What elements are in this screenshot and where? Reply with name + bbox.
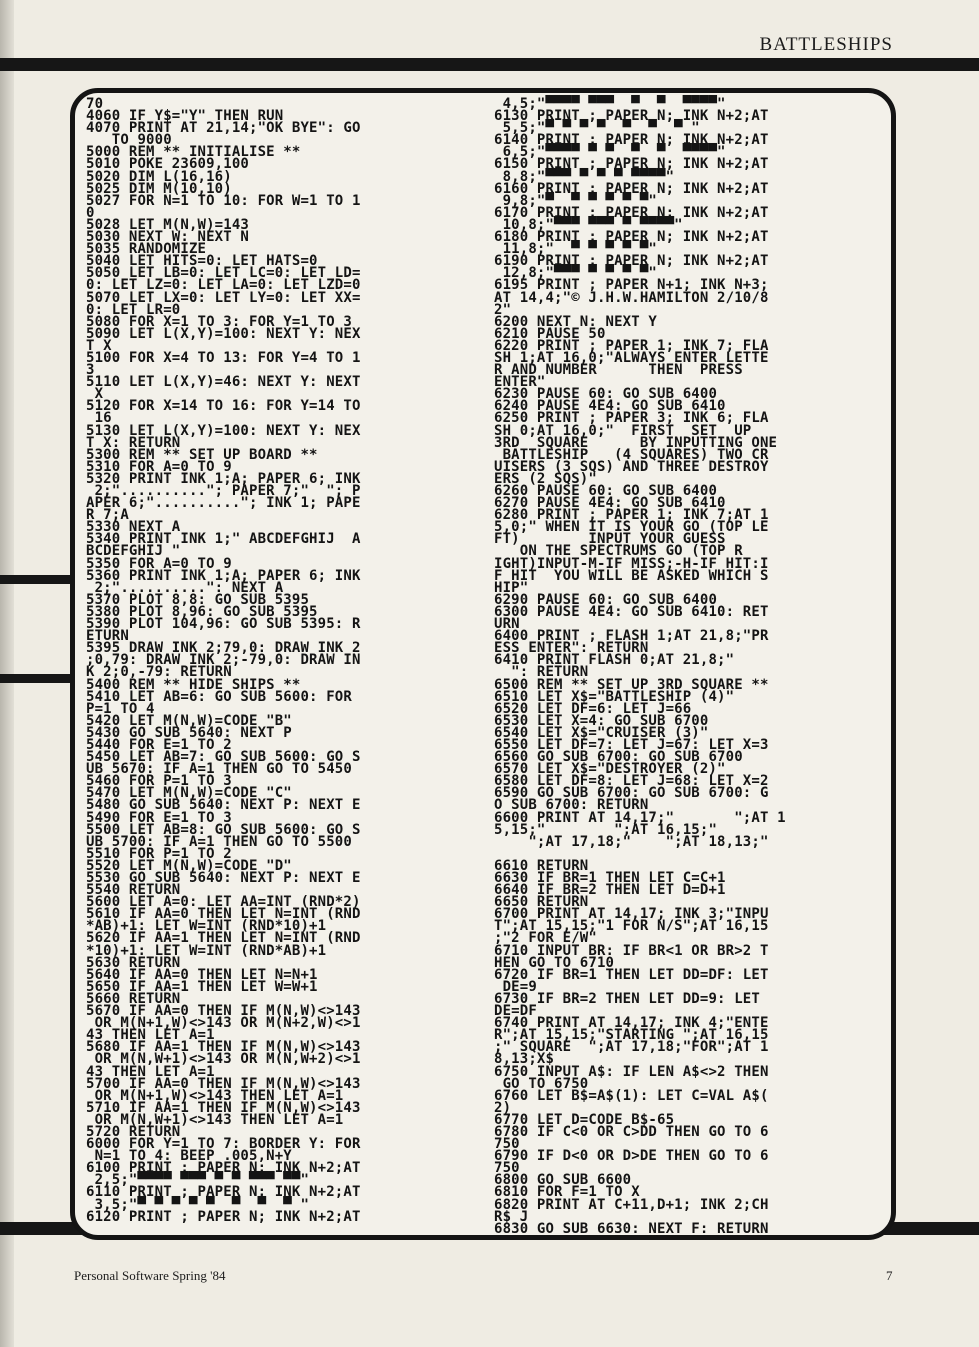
code-line: T";AT 15,15;"1 FOR N/S";AT 16,15 bbox=[494, 918, 769, 935]
code-line: 2) bbox=[494, 1099, 512, 1116]
code-line: 4060 IF Y$="Y" THEN RUN bbox=[86, 108, 284, 125]
code-line: 5080 FOR X=1 TO 3: FOR Y=1 TO 3 bbox=[86, 313, 352, 330]
code-line: BATTLESHIP (4 SQUARES) TWO CR bbox=[494, 446, 769, 463]
code-line: GO TO 6750 bbox=[494, 1075, 589, 1092]
code-line: 6150 PRINT ; PAPER N; INK N+2;AT bbox=[494, 156, 769, 173]
code-line: 5010 POKE 23609,100 bbox=[86, 156, 249, 173]
code-line: OR M(N+1,W)<>143 THEN LET A=1 bbox=[86, 1087, 344, 1104]
code-line: 5420 LET M(N,W)=CODE "B" bbox=[86, 712, 292, 729]
code-line: 6200 NEXT N: NEXT Y bbox=[494, 313, 657, 330]
code-line: 6130 PRINT ; PAPER N; INK N+2;AT bbox=[494, 108, 769, 125]
code-line: 6780 IF C<0 OR C>DD THEN GO TO 6 bbox=[494, 1123, 769, 1140]
code-line: 5660 RETURN bbox=[86, 990, 181, 1007]
code-line: 0 bbox=[86, 204, 95, 221]
code-line: 6610 RETURN bbox=[494, 857, 589, 874]
code-line: 43 THEN LET A=1 bbox=[86, 1027, 215, 1044]
code-line: X bbox=[86, 386, 104, 403]
left-tab-rule-top bbox=[0, 575, 70, 584]
left-tab-rule-bottom bbox=[0, 674, 70, 683]
code-line: 6240 PAUSE 4E4: GO SUB 6410 bbox=[494, 398, 726, 415]
code-line: 5720 RETURN bbox=[86, 1123, 181, 1140]
code-line: 5670 IF AA=0 THEN IF M(N,W)<>143 bbox=[86, 1003, 361, 1020]
code-line: T X bbox=[86, 337, 112, 354]
code-line: ESS ENTER": RETURN bbox=[494, 640, 649, 657]
code-line: AT 14,4;"© J.H.W.HAMILTON 2/10/8 bbox=[494, 289, 769, 306]
code-line: 0: LET LR=0 bbox=[86, 301, 181, 318]
code-line: 6710 INPUT BR: IF BR<1 OR BR>2 T bbox=[494, 942, 769, 959]
code-line: 6580 LET DF=8: LET J=68: LET X=2 bbox=[494, 773, 769, 790]
code-line: 5700 IF AA=0 THEN IF M(N,W)<>143 bbox=[86, 1075, 361, 1092]
code-line: 6790 IF D<0 OR D>DE THEN GO TO 6 bbox=[494, 1148, 769, 1165]
code-line: 5340 PRINT INK 1;" ABCDEFGHIJ A bbox=[86, 531, 361, 548]
code-line: K 2;0,-79: RETURN bbox=[86, 664, 232, 681]
code-line: 5330 NEXT A bbox=[86, 519, 181, 536]
code-line: 6120 PRINT ; PAPER N; INK N+2;AT bbox=[86, 1208, 361, 1225]
code-line: 0: LET LZ=0: LET LA=0: LET LZD=0 bbox=[86, 277, 361, 294]
code-line: 5680 IF AA=1 THEN IF M(N,W)<>143 bbox=[86, 1039, 361, 1056]
code-line: 5130 LET L(X,Y)=100: NEXT Y: NEX bbox=[86, 422, 361, 439]
code-line: 5490 FOR E=1 TO 3 bbox=[86, 809, 232, 826]
code-line: R 7;A bbox=[86, 507, 129, 524]
code-line: 5500 LET AB=8: GO SUB 5600: GO S bbox=[86, 821, 361, 838]
code-line: 9,8;"▀ ▀ ▀ ▀ ▀ ▀" bbox=[494, 192, 657, 209]
code-line: OR M(N+1,W)<>143 OR M(N+2,W)<>1 bbox=[86, 1015, 361, 1032]
code-line: 5035 RANDOMIZE bbox=[86, 241, 207, 258]
code-line: *AB)+1: LET W=INT (RND*10)+1 bbox=[86, 918, 327, 935]
code-line: 6550 LET DF=7: LET J=67: LET X=3 bbox=[494, 736, 769, 753]
code-line: SH 1;AT 16,0;"ALWAYS ENTER LETTE bbox=[494, 349, 769, 366]
code-line: 2,5;"▀▀▀▀ ▀▀▀ ▀ ▀ ▀▀▀ ▀▀" bbox=[86, 1172, 310, 1189]
code-line: 10,8;"▀▀▀ ▀▀▀ ▀ ▀▀▀▀" bbox=[494, 216, 683, 233]
code-line: 5600 LET A=0: LET AA=INT (RND*2) bbox=[86, 894, 361, 911]
code-line: 5300 REM ** SET UP BOARD ** bbox=[86, 446, 318, 463]
code-line: ";AT 17,18;" ";AT 18,13;" bbox=[494, 833, 769, 850]
code-line: 8,13;X$ bbox=[494, 1051, 555, 1068]
code-line: 16 bbox=[86, 410, 112, 427]
footer-publication: Personal Software Spring '84 bbox=[74, 1268, 226, 1283]
code-line: 6,5;"▀▀▀▀ ▀ ▀ ▀ ▀ ▀▀▀▀" bbox=[494, 144, 726, 161]
code-line: 6100 PRINT ; PAPER N; INK N+2;AT bbox=[86, 1160, 361, 1177]
page-header-title: BATTLESHIPS bbox=[759, 34, 893, 55]
code-line: 5320 PRINT INK 1;A; PAPER 6; INK bbox=[86, 470, 361, 487]
code-line: ON THE SPECTRUMS GO (TOP R bbox=[494, 543, 743, 560]
code-line: 6700 PRINT AT 14,17; INK 3;"INPU bbox=[494, 906, 769, 923]
code-line: 5710 IF AA=1 THEN IF M(N,W)<>143 bbox=[86, 1099, 361, 1116]
code-line: 5000 REM ** INITIALISE ** bbox=[86, 144, 301, 161]
code-line: ENTER" bbox=[494, 374, 546, 391]
code-line: *10)+1: LET W=INT (RND*AB)+1 bbox=[86, 942, 327, 959]
code-line: 6160 PRINT ; PAPER N; INK N+2;AT bbox=[494, 180, 769, 197]
code-line: N=1 TO 4: BEEP .005,N+Y bbox=[86, 1148, 292, 1165]
code-line: 6820 PRINT AT C+11,D+1; INK 2;CH bbox=[494, 1196, 769, 1213]
code-line: 3RD SQUARE BY INPUTTING ONE bbox=[494, 434, 778, 451]
code-line: IGHT)INPUT-M-IF MISS;-H-IF HIT:I bbox=[494, 555, 769, 572]
code-line: 6180 PRINT ; PAPER N; INK N+2;AT bbox=[494, 229, 769, 246]
code-line: 5370 PLOT 8,8: GO SUB 5395 bbox=[86, 591, 310, 608]
code-line: 70 bbox=[86, 96, 104, 112]
code-line: 5090 LET L(X,Y)=100: NEXT Y: NEX bbox=[86, 325, 361, 342]
code-line: ": RETURN bbox=[494, 664, 589, 681]
code-line: 6140 PRINT ; PAPER N; INK N+2;AT bbox=[494, 132, 769, 149]
code-line: UISERS (3 SQS) AND THREE DESTROY bbox=[494, 458, 769, 475]
code-line: 5,15;" ";AT 16,15;" bbox=[494, 821, 718, 838]
code-line: 6590 GO SUB 6700: GO SUB 6700: G bbox=[494, 785, 769, 802]
code-line: 6230 PAUSE 60: GO SUB 6400 bbox=[494, 386, 718, 403]
code-line: 6760 LET B$=A$(1): LET C=VAL A$( bbox=[494, 1087, 769, 1104]
code-line: 5510 FOR P=1 TO 2 bbox=[86, 845, 232, 862]
code-line: 5,5;"▀ ▀ ▀ ▀ ▀ ▀ ▀ " bbox=[494, 120, 700, 137]
code-line: OR M(N,W+1)<>143 THEN LET A=1 bbox=[86, 1111, 344, 1128]
code-line: 6560 GO SUB 6700: GO SUB 6700 bbox=[494, 749, 743, 766]
code-line: R";AT 15,15;"STARTING ";AT 16,15 bbox=[494, 1027, 769, 1044]
code-line: 5100 FOR X=4 TO 13: FOR Y=4 TO 1 bbox=[86, 349, 361, 366]
code-line: R AND NUMBER THEN PRESS bbox=[494, 362, 743, 379]
code-line: OR M(N,W+1)<>143 OR M(N,W+2)<>1 bbox=[86, 1051, 361, 1068]
code-line: 5620 IF AA=1 THEN LET N=INT (RND bbox=[86, 930, 361, 947]
code-line: R$ J bbox=[494, 1208, 529, 1225]
code-line: 6720 IF BR=1 THEN LET DD=DF: LET bbox=[494, 966, 769, 983]
code-line: 6630 IF BR=1 THEN LET C=C+1 bbox=[494, 870, 726, 886]
code-line: URN bbox=[494, 616, 520, 633]
code-line: 5020 DIM L(16,16) bbox=[86, 168, 232, 185]
code-line: T X: RETURN bbox=[86, 434, 181, 451]
code-line: 5070 LET LX=0: LET LY=0: LET XX= bbox=[86, 289, 361, 306]
code-line: 6170 PRINT ; PAPER N; INK N+2;AT bbox=[494, 204, 769, 221]
code-line: 6520 LET DF=6: LET J=66 bbox=[494, 700, 692, 717]
code-line: 6730 IF BR=2 THEN LET DD=9: LET bbox=[494, 990, 760, 1007]
code-line: DE=9 bbox=[494, 978, 537, 995]
code-line: HIP" bbox=[494, 579, 529, 596]
code-line: 5640 IF AA=0 THEN LET N=N+1 bbox=[86, 966, 318, 983]
code-line: 6400 PRINT ; FLASH 1;AT 21,8;"PR bbox=[494, 628, 769, 645]
code-line: 6600 PRINT AT 14,17;" ";AT 1 bbox=[494, 809, 786, 826]
code-line: SH 0;AT 16,0;" FIRST SET UP bbox=[494, 422, 752, 439]
code-line: 5470 LET M(N,W)=CODE "C" bbox=[86, 785, 292, 802]
code-line: 5520 LET M(N,W)=CODE "D" bbox=[86, 857, 292, 874]
code-line: 6640 IF BR=2 THEN LET D=D+1 bbox=[494, 882, 726, 899]
code-line: 6510 LET X$="BATTLESHIP (4)" bbox=[494, 688, 735, 705]
code-line: 6570 LET X$="DESTROYER (2)" bbox=[494, 761, 726, 778]
code-line: 6740 PRINT AT 14,17; INK 4;"ENTE bbox=[494, 1015, 769, 1032]
code-line: 8,8;"▀▀▀ ▀ ▀ ▀ ▀▀▀▀" bbox=[494, 168, 675, 185]
code-line: BCDEFGHIJ " bbox=[86, 543, 181, 560]
code-line: 11,8;" ▀ ▀ ▀ ▀ ▀" bbox=[494, 241, 657, 258]
code-line: 5040 LET HITS=0: LET HATS=0 bbox=[86, 253, 318, 270]
code-line: 2;".........."; PAPER 7;" "; P bbox=[86, 483, 361, 499]
code-line: 6750 INPUT A$: IF LEN A$<>2 THEN bbox=[494, 1063, 769, 1080]
code-line: 5430 GO SUB 5640: NEXT P bbox=[86, 724, 292, 741]
code-line: ;" SQUARE ";AT 17,18;"FOR";AT 1 bbox=[494, 1039, 769, 1056]
code-line: 5460 FOR P=1 TO 3 bbox=[86, 773, 232, 790]
code-line: 4070 PRINT AT 21,14;"OK BYE": GO bbox=[86, 120, 361, 137]
code-line: 6290 PAUSE 60: GO SUB 6400 bbox=[494, 591, 718, 608]
code-line: 5030 NEXT W: NEXT N bbox=[86, 229, 249, 246]
code-line: 6000 FOR Y=1 TO 7: BORDER Y: FOR bbox=[86, 1136, 361, 1153]
code-line: 5530 GO SUB 5640: NEXT P: NEXT E bbox=[86, 870, 361, 886]
code-line: UB 5700: IF A=1 THEN GO TO 5500 bbox=[86, 833, 352, 850]
code-line: 6530 LET X=4: GO SUB 6700 bbox=[494, 712, 709, 729]
code-line: 5610 IF AA=0 THEN LET N=INT (RND bbox=[86, 906, 361, 923]
code-line: 5,0;" WHEN IT IS YOUR GO (TOP LE bbox=[494, 519, 769, 536]
code-line: 5380 PLOT 8,96: GO SUB 5395 bbox=[86, 603, 318, 620]
code-line: 5120 FOR X=14 TO 16: FOR Y=14 TO bbox=[86, 398, 361, 415]
code-line: 5050 LET LB=0: LET LC=0: LET LD= bbox=[86, 265, 361, 282]
code-line: 6830 GO SUB 6630: NEXT F: RETURN bbox=[494, 1220, 769, 1237]
listing-column-left bbox=[86, 98, 478, 1230]
header-rule bbox=[0, 58, 979, 71]
code-line: 6260 PAUSE 60: GO SUB 6400 bbox=[494, 483, 718, 499]
code-line: UB 5670: IF A=1 THEN GO TO 5450 bbox=[86, 761, 352, 778]
code-line: 6270 PAUSE 4E4: GO SUB 6410 bbox=[494, 495, 726, 512]
code-line: 750 bbox=[494, 1160, 520, 1177]
code-line: 4,5;"▀▀▀▀ ▀▀▀ ▀ ▀ ▀▀▀▀" bbox=[494, 96, 726, 112]
code-line: 3 bbox=[86, 362, 95, 379]
code-line: 5390 PLOT 104,96: GO SUB 5395: R bbox=[86, 616, 361, 633]
code-line: 5440 FOR E=1 TO 2 bbox=[86, 736, 232, 753]
code-line: 43 THEN LET A=1 bbox=[86, 1063, 215, 1080]
code-line: 6800 GO SUB 6600 bbox=[494, 1172, 632, 1189]
code-line: 12,8;"▀▀▀ ▀ ▀ ▀ ▀" bbox=[494, 265, 657, 282]
code-line: 5540 RETURN bbox=[86, 882, 181, 899]
code-line: 6190 PRINT ; PAPER N; INK N+2;AT bbox=[494, 253, 769, 270]
code-line: 5310 FOR A=0 TO 9 bbox=[86, 458, 232, 475]
code-line: ETURN bbox=[86, 628, 129, 645]
code-line: 2" bbox=[494, 301, 512, 318]
code-line: 2;"..........": NEXT A bbox=[86, 579, 284, 596]
code-line: 5480 GO SUB 5640: NEXT P: NEXT E bbox=[86, 797, 361, 814]
code-line: ;0,79: DRAW INK 2;-79,0: DRAW IN bbox=[86, 652, 361, 669]
code-line: 6410 PRINT FLASH 0;AT 21,8;" bbox=[494, 652, 735, 669]
code-line: 5450 LET AB=7: GO SUB 5600: GO S bbox=[86, 749, 361, 766]
code-line: 5410 LET AB=6: GO SUB 5600: FOR bbox=[86, 688, 352, 705]
code-line: 5630 RETURN bbox=[86, 954, 181, 971]
code-line: 6770 LET D=CODE B$-65 bbox=[494, 1111, 675, 1128]
code-line: F HIT YOU WILL BE ASKED WHICH S bbox=[494, 567, 769, 584]
code-line: 6500 REM ** SET UP 3RD SQUARE ** bbox=[494, 676, 769, 693]
code-line: 6300 PAUSE 4E4: GO SUB 6410: RET bbox=[494, 603, 769, 620]
code-line: 6540 LET X$="CRUISER (3)" bbox=[494, 724, 709, 741]
code-line: 5650 IF AA=1 THEN LET W=W+1 bbox=[86, 978, 318, 995]
code-line: 6650 RETURN bbox=[494, 894, 589, 911]
code-line: TO 9000 bbox=[86, 132, 172, 149]
code-line: 6110 PRINT ; PAPER N; INK N+2;AT bbox=[86, 1184, 361, 1201]
code-line: DE=DF bbox=[494, 1003, 537, 1020]
code-line: APER 6;".........."; INK 1; PAPE bbox=[86, 495, 361, 512]
code-line: 6250 PRINT ; PAPER 3; INK 6; FLA bbox=[494, 410, 769, 427]
code-line: 6810 FOR F=1 TO X bbox=[494, 1184, 640, 1201]
code-line: 3,5;"▀ ▀ ▀ ▀ ▀ ▀ ▀ ▀ " bbox=[86, 1196, 310, 1213]
code-line: 5350 FOR A=0 TO 9 bbox=[86, 555, 232, 572]
code-line: HEN GO TO 6710 bbox=[494, 954, 615, 971]
code-line: 6220 PRINT ; PAPER 1; INK 7; FLA bbox=[494, 337, 769, 354]
code-line: FT) INPUT YOUR GUESS bbox=[494, 531, 726, 548]
code-line: 5025 DIM M(10,10) bbox=[86, 180, 232, 197]
code-line: 5395 DRAW INK 2;79,0: DRAW INK 2 bbox=[86, 640, 361, 657]
code-line: 6280 PRINT ; PAPER 1; INK 7;AT 1 bbox=[494, 507, 769, 524]
code-line: 750 bbox=[494, 1136, 520, 1153]
code-line: ERS (2 SQS)" bbox=[494, 470, 597, 487]
code-line: 5028 LET M(N,W)=143 bbox=[86, 216, 249, 233]
listing-column-right bbox=[494, 96, 886, 1237]
code-line: ;"2 FOR E/W" bbox=[494, 930, 597, 947]
page-number: 7 bbox=[886, 1268, 893, 1283]
code-line: 5360 PRINT INK 1;A; PAPER 6; INK bbox=[86, 567, 361, 584]
code-line: P=1 TO 4 bbox=[86, 700, 155, 717]
code-line: 5110 LET L(X,Y)=46: NEXT Y: NEXT bbox=[86, 374, 361, 391]
code-line: 5400 REM ** HIDE SHIPS ** bbox=[86, 676, 301, 693]
code-line: 6195 PRINT ; PAPER N+1; INK N+3; bbox=[494, 277, 769, 294]
code-line: O SUB 6700: RETURN bbox=[494, 797, 649, 814]
code-line: 6210 PAUSE 50 bbox=[494, 325, 606, 342]
code-line: 5027 FOR N=1 TO 10: FOR W=1 TO 1 bbox=[86, 192, 361, 209]
